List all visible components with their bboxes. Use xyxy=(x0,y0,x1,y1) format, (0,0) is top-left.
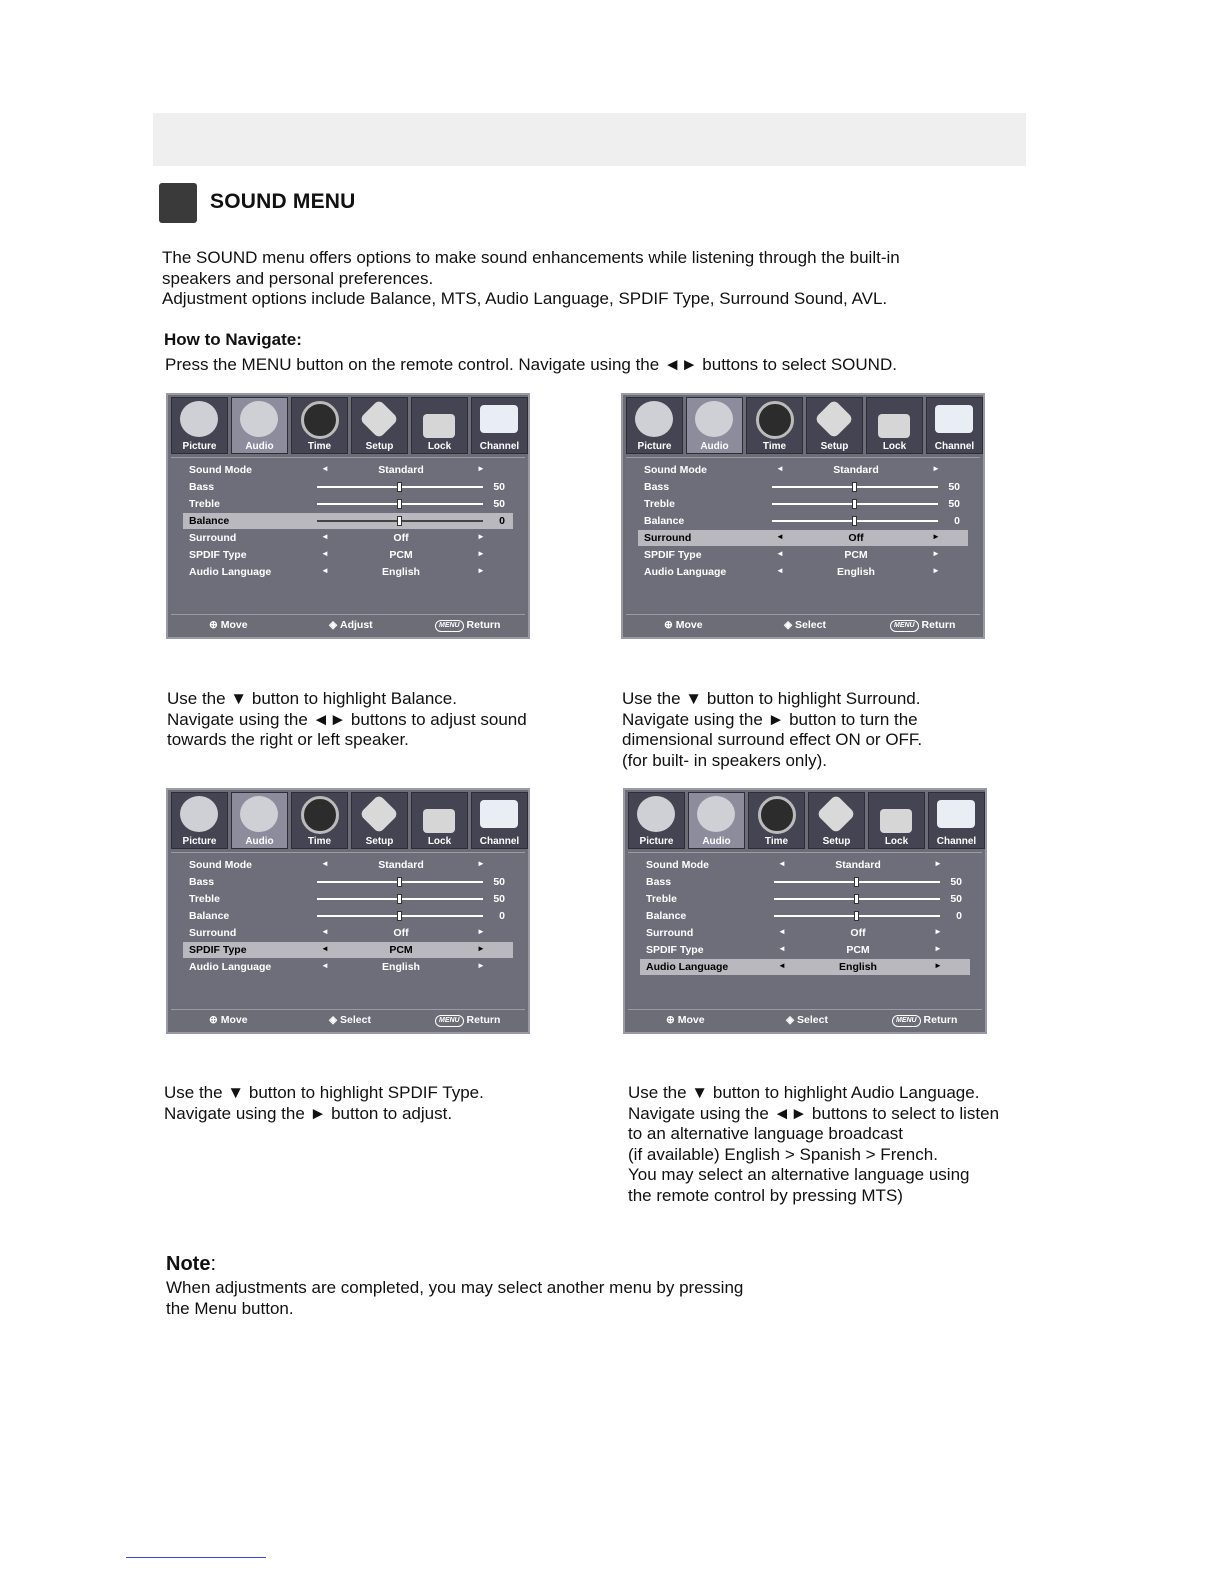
tab-setup[interactable]: Setup xyxy=(806,397,863,454)
left-arrow-icon: ◄ xyxy=(778,927,786,936)
lock-icon xyxy=(880,809,912,833)
right-arrow-icon: ► xyxy=(477,944,485,953)
row-bass[interactable]: Bass 50 xyxy=(189,876,505,888)
footer-select: ◈ Select xyxy=(329,1014,371,1026)
left-arrow-icon: ◄ xyxy=(778,961,786,970)
tab-time[interactable]: Time xyxy=(291,792,348,849)
music-note-icon xyxy=(240,401,278,437)
channel-icon xyxy=(480,800,518,828)
music-note-icon xyxy=(240,796,278,832)
menu-footer xyxy=(626,614,980,635)
section-title: SOUND MENU xyxy=(210,190,356,213)
caption-balance: Use the ▼ button to highlight Balance. Navigate using the ◄► buttons to adjust sound towards the right or left speaker. xyxy=(167,689,527,749)
row-sound-mode[interactable]: Sound Mode ◄ Standard ► xyxy=(189,859,485,871)
tab-lock[interactable]: Lock xyxy=(868,792,925,849)
menu-footer xyxy=(171,614,525,635)
tab-audio[interactable]: Audio xyxy=(231,792,288,849)
music-note-icon xyxy=(697,796,735,832)
left-arrow-icon: ◄ xyxy=(321,927,329,936)
menu-footer xyxy=(171,1009,525,1030)
row-spdif-type[interactable]: SPDIF Type ◄ PCM ► xyxy=(646,944,942,956)
gear-icon xyxy=(359,794,399,834)
left-arrow-icon: ◄ xyxy=(776,532,784,541)
gear-icon xyxy=(814,399,854,439)
menu-tabs xyxy=(626,397,980,454)
note-heading: Note: xyxy=(166,1253,217,1275)
left-arrow-icon: ◄ xyxy=(321,532,329,541)
left-arrow-icon: ◄ xyxy=(321,944,329,953)
slider-handle[interactable] xyxy=(854,877,859,887)
row-audio-language[interactable]: Audio Language ◄ English ► xyxy=(189,961,485,973)
tab-setup[interactable]: Setup xyxy=(351,397,408,454)
row-surround[interactable]: Surround ◄ Off ► xyxy=(638,530,968,546)
camera-icon xyxy=(180,401,218,437)
tab-channel[interactable]: Channel xyxy=(471,792,528,849)
tab-lock[interactable]: Lock xyxy=(866,397,923,454)
slider-handle[interactable] xyxy=(852,499,857,509)
tab-setup[interactable]: Setup xyxy=(351,792,408,849)
tab-channel[interactable]: Channel xyxy=(928,792,985,849)
tab-setup[interactable]: Setup xyxy=(808,792,865,849)
right-arrow-icon: ► xyxy=(477,464,485,473)
sound-menu-icon xyxy=(159,183,197,223)
menu-rows xyxy=(171,457,525,611)
tab-picture[interactable]: Picture xyxy=(628,792,685,849)
howto-text: Press the MENU button on the remote control. Navigate using the ◄► buttons to select SOUND. xyxy=(165,355,897,374)
tab-time[interactable]: Time xyxy=(291,397,348,454)
lock-icon xyxy=(878,414,910,438)
menu-tabs xyxy=(628,792,982,849)
right-arrow-icon: ► xyxy=(934,927,942,936)
footer-move: ⊕ Move xyxy=(666,1014,705,1026)
camera-icon xyxy=(635,401,673,437)
tv-screen-surround xyxy=(621,393,985,639)
header-bar xyxy=(153,113,1026,166)
gear-icon xyxy=(359,399,399,439)
row-sound-mode[interactable]: Sound Mode ◄ Standard ► xyxy=(189,464,485,476)
tab-audio[interactable]: Audio xyxy=(686,397,743,454)
intro-text: The SOUND menu offers options to make sound enhancements while listening through the built-in speakers and personal preferences. Adjustment options include Balance, MTS, Audio Language, SPDIF Type, Surround Sound, AVL. xyxy=(162,248,900,308)
row-treble[interactable]: Treble 50 xyxy=(644,498,960,510)
tab-time[interactable]: Time xyxy=(748,792,805,849)
howto-heading: How to Navigate: xyxy=(164,330,302,349)
tab-channel[interactable]: Channel xyxy=(471,397,528,454)
row-balance[interactable]: Balance 0 xyxy=(644,515,960,527)
right-arrow-icon: ► xyxy=(477,859,485,868)
clock-icon xyxy=(758,796,796,834)
slider-handle[interactable] xyxy=(397,499,402,509)
left-arrow-icon: ◄ xyxy=(321,549,329,558)
right-arrow-icon: ► xyxy=(932,464,940,473)
row-treble[interactable]: Treble 50 xyxy=(646,893,962,905)
menu-tabs xyxy=(171,792,525,849)
slider-handle[interactable] xyxy=(854,911,859,921)
tv-screen-balance xyxy=(166,393,530,639)
clock-icon xyxy=(301,401,339,439)
footer-return: MENU Return xyxy=(435,1014,500,1027)
footer-move: ⊕ Move xyxy=(209,1014,248,1026)
tab-channel[interactable]: Channel xyxy=(926,397,983,454)
menu-footer xyxy=(628,1009,982,1030)
row-audio-language[interactable]: Audio Language ◄ English ► xyxy=(644,566,940,578)
right-arrow-icon: ► xyxy=(932,549,940,558)
footer-rule xyxy=(126,1557,266,1558)
left-arrow-icon: ◄ xyxy=(321,566,329,575)
left-arrow-icon: ◄ xyxy=(776,549,784,558)
tab-picture[interactable]: Picture xyxy=(626,397,683,454)
caption-spdif: Use the ▼ button to highlight SPDIF Type. Navigate using the ► button to adjust. xyxy=(164,1083,484,1123)
row-spdif-type[interactable]: SPDIF Type ◄ PCM ► xyxy=(183,942,513,958)
music-note-icon xyxy=(695,401,733,437)
footer-select: ◈ Select xyxy=(786,1014,828,1026)
row-balance[interactable]: Balance 0 xyxy=(183,513,513,529)
channel-icon xyxy=(937,800,975,828)
slider-handle[interactable] xyxy=(397,516,402,526)
gear-icon xyxy=(816,794,856,834)
channel-icon xyxy=(480,405,518,433)
left-arrow-icon: ◄ xyxy=(778,859,786,868)
tab-picture[interactable]: Picture xyxy=(171,792,228,849)
row-treble[interactable]: Treble 50 xyxy=(189,893,505,905)
lock-icon xyxy=(423,414,455,438)
note-text: When adjustments are completed, you may select another menu by pressing the Menu button. xyxy=(166,1278,744,1318)
row-audio-language[interactable]: Audio Language ◄ English ► xyxy=(189,566,485,578)
clock-icon xyxy=(756,401,794,439)
menu-rows xyxy=(171,852,525,1006)
row-audio-language[interactable]: Audio Language ◄ English ► xyxy=(640,959,970,975)
left-arrow-icon: ◄ xyxy=(321,464,329,473)
left-arrow-icon: ◄ xyxy=(321,961,329,970)
tab-time[interactable]: Time xyxy=(746,397,803,454)
row-bass[interactable]: Bass 50 xyxy=(189,481,505,493)
right-arrow-icon: ► xyxy=(932,566,940,575)
footer-move: ⊕ Move xyxy=(209,619,248,631)
slider-handle[interactable] xyxy=(397,894,402,904)
right-arrow-icon: ► xyxy=(477,961,485,970)
footer-move: ⊕ Move xyxy=(664,619,703,631)
left-arrow-icon: ◄ xyxy=(778,944,786,953)
tv-screen-spdif xyxy=(166,788,530,1034)
row-sound-mode[interactable]: Sound Mode ◄ Standard ► xyxy=(644,464,940,476)
row-spdif-type[interactable]: SPDIF Type ◄ PCM ► xyxy=(189,549,485,561)
slider-handle[interactable] xyxy=(852,516,857,526)
menu-rows xyxy=(628,852,982,1006)
right-arrow-icon: ► xyxy=(934,961,942,970)
slider-handle[interactable] xyxy=(397,911,402,921)
row-treble[interactable]: Treble 50 xyxy=(189,498,505,510)
row-surround[interactable]: Surround ◄ Off ► xyxy=(189,927,485,939)
row-bass[interactable]: Bass 50 xyxy=(646,876,962,888)
footer-return: MENU Return xyxy=(892,1014,957,1027)
tab-audio[interactable]: Audio xyxy=(688,792,745,849)
right-arrow-icon: ► xyxy=(477,566,485,575)
row-bass[interactable]: Bass 50 xyxy=(644,481,960,493)
row-spdif-type[interactable]: SPDIF Type ◄ PCM ► xyxy=(644,549,940,561)
tab-picture[interactable]: Picture xyxy=(171,397,228,454)
row-balance[interactable]: Balance 0 xyxy=(189,910,505,922)
camera-icon xyxy=(180,796,218,832)
slider-handle[interactable] xyxy=(397,877,402,887)
lock-icon xyxy=(423,809,455,833)
footer-return: MENU Return xyxy=(890,619,955,632)
footer-return: MENU Return xyxy=(435,619,500,632)
right-arrow-icon: ► xyxy=(934,944,942,953)
left-arrow-icon: ◄ xyxy=(776,464,784,473)
right-arrow-icon: ► xyxy=(477,532,485,541)
footer-select: ◈ Select xyxy=(784,619,826,631)
tv-screen-audio-language xyxy=(623,788,987,1034)
tab-lock[interactable]: Lock xyxy=(411,397,468,454)
row-surround[interactable]: Surround ◄ Off ► xyxy=(646,927,942,939)
left-arrow-icon: ◄ xyxy=(776,566,784,575)
footer-adjust: ◈ Adjust xyxy=(329,619,373,631)
right-arrow-icon: ► xyxy=(932,532,940,541)
slider-handle[interactable] xyxy=(397,482,402,492)
right-arrow-icon: ► xyxy=(477,927,485,936)
caption-audio-language: Use the ▼ button to highlight Audio Language. Navigate using the ◄► buttons to select to listen to an alternative language broadcast (if available) English > Spanish > French. You may select an alternative language using the remote control by pressing MTS) xyxy=(628,1083,1000,1205)
tab-audio[interactable]: Audio xyxy=(231,397,288,454)
right-arrow-icon: ► xyxy=(934,859,942,868)
slider-handle[interactable] xyxy=(852,482,857,492)
clock-icon xyxy=(301,796,339,834)
left-arrow-icon: ◄ xyxy=(321,859,329,868)
tab-lock[interactable]: Lock xyxy=(411,792,468,849)
slider-handle[interactable] xyxy=(854,894,859,904)
camera-icon xyxy=(637,796,675,832)
right-arrow-icon: ► xyxy=(477,549,485,558)
menu-rows xyxy=(626,457,980,611)
row-sound-mode[interactable]: Sound Mode ◄ Standard ► xyxy=(646,859,942,871)
row-balance[interactable]: Balance 0 xyxy=(646,910,962,922)
row-surround[interactable]: Surround ◄ Off ► xyxy=(189,532,485,544)
channel-icon xyxy=(935,405,973,433)
menu-tabs xyxy=(171,397,525,454)
caption-surround: Use the ▼ button to highlight Surround. Navigate using the ► button to turn the dimensional surround effect ON or OFF. (for built- in speakers only). xyxy=(622,689,923,770)
